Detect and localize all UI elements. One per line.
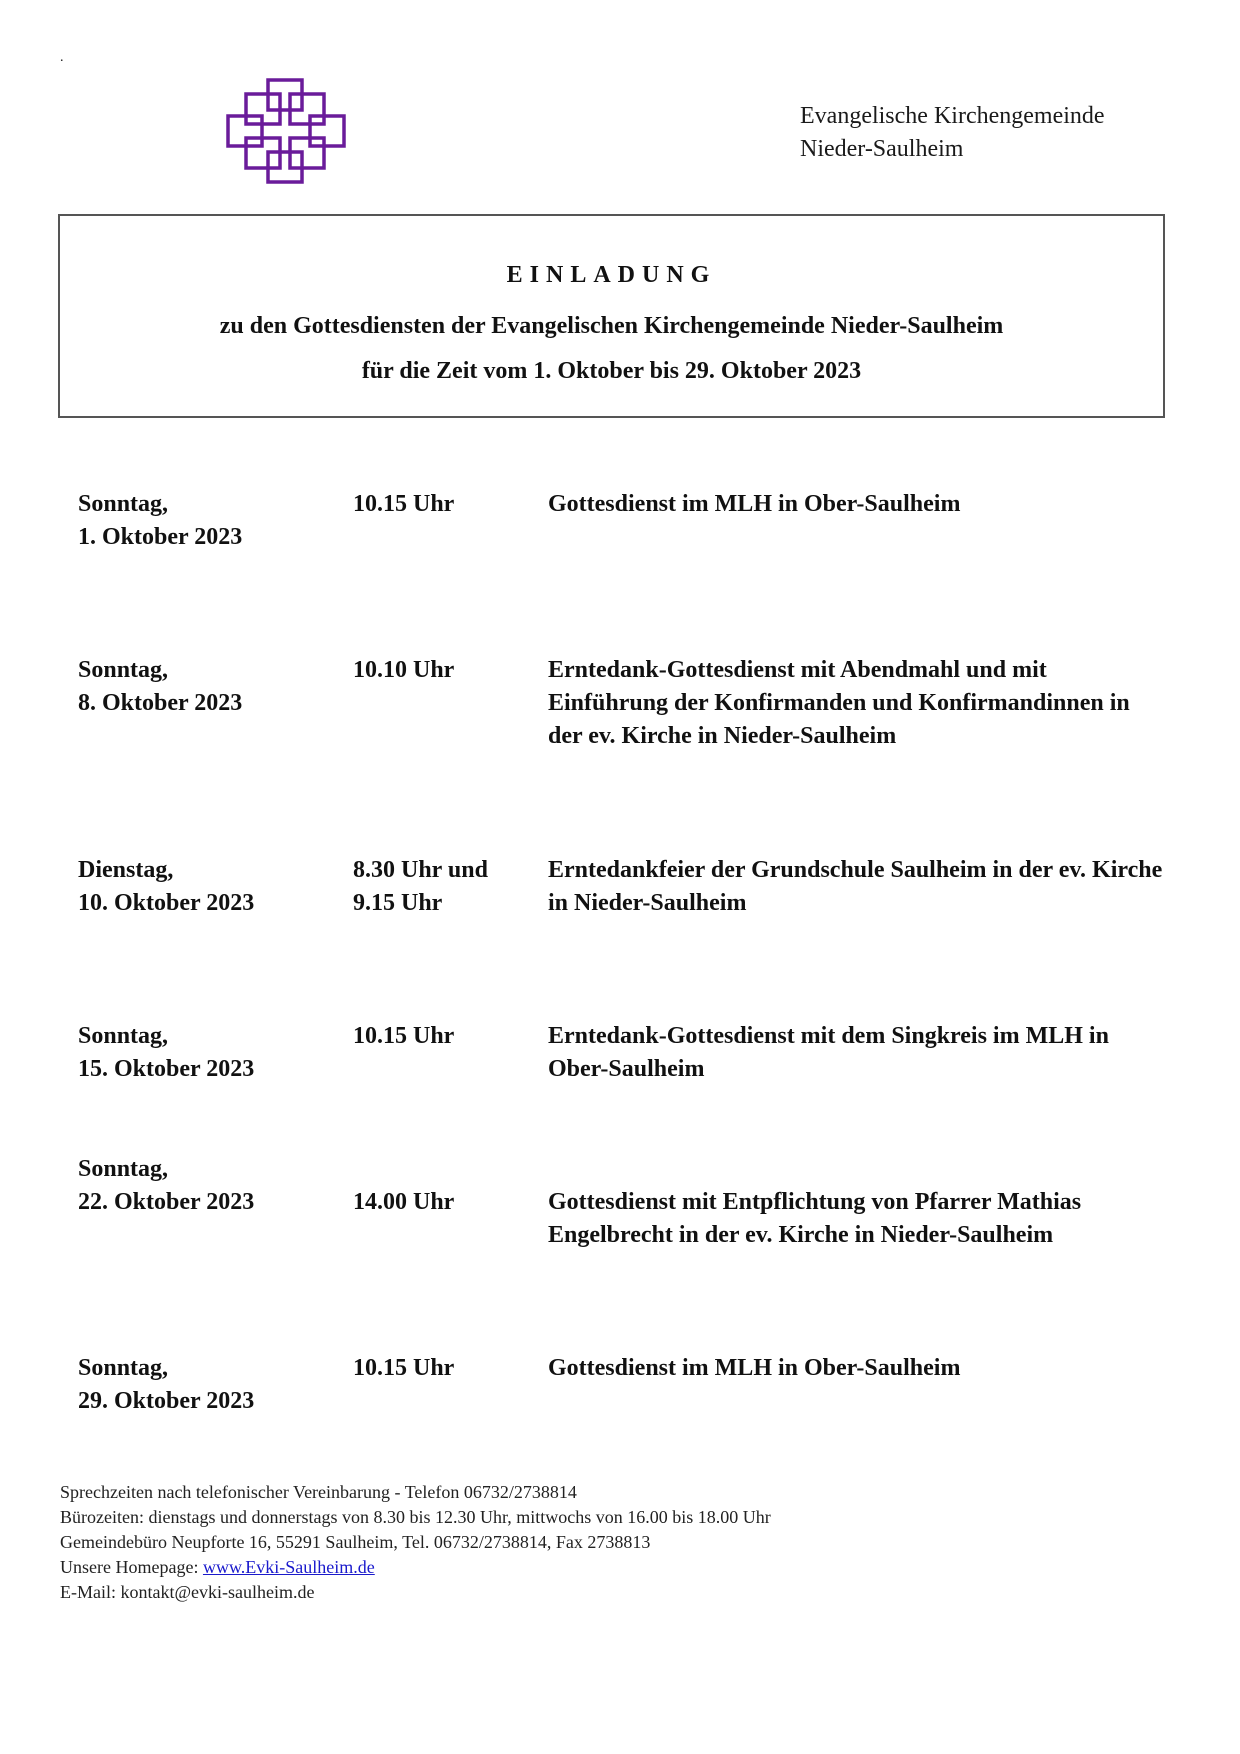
event-day: Sonntag, <box>78 657 169 683</box>
org-line-1: Evangelische Kirchengemeinde <box>800 103 1105 129</box>
event-description: Erntedank-Gottesdienst mit Abendmahl und mit Einführung der Konfirmanden und Konfirmandinnen in der ev. Kirche in Nieder-Saulheim <box>548 657 1130 749</box>
event-time: 10.10 Uhr <box>353 657 455 683</box>
footer-consultation-hours: Sprechzeiten nach telefonischer Vereinbarung - Telefon 06732/2738814 <box>60 1482 577 1502</box>
invitation-subtitle: zu den Gottesdiensten der Evangelischen Kirchengemeinde Nieder-Saulheim <box>219 313 1004 339</box>
event-time: 10.15 Uhr <box>353 1355 455 1381</box>
event-description: Gottesdienst im MLH in Ober-Saulheim <box>548 1355 961 1381</box>
event-description: Erntedankfeier der Grundschule Saulheim in der ev. Kirche in Nieder-Saulheim <box>548 857 1163 916</box>
homepage-link[interactable]: www.Evki-Saulheim.de <box>202 1557 375 1577</box>
event-time: 10.15 Uhr <box>353 491 455 517</box>
event-description: Gottesdienst mit Entpflichtung von Pfarrer Mathias Engelbrecht in der ev. Kirche in Nieder-Saulheim <box>548 1189 1082 1248</box>
invitation-box <box>58 214 1165 418</box>
event-day: Sonntag, <box>78 1355 169 1381</box>
church-cross-logo-icon <box>226 76 346 186</box>
footer-office-hours: Bürozeiten: dienstags und donnerstags von 8.30 bis 12.30 Uhr, mittwochs von 16.00 bis 18.00 Uhr <box>60 1507 771 1527</box>
event-date: 1. Oktober 2023 <box>78 524 243 550</box>
event-date: 29. Oktober 2023 <box>78 1388 255 1414</box>
event-day: Dienstag, <box>78 857 174 883</box>
stray-mark: . <box>60 50 64 65</box>
footer-address: Gemeindebüro Neupforte 16, 55291 Saulheim, Tel. 06732/2738814, Fax 2738813 <box>60 1532 651 1552</box>
event-time: 9.15 Uhr <box>353 890 443 916</box>
event-time: 14.00 Uhr <box>353 1189 455 1215</box>
event-day: Sonntag, <box>78 1023 169 1049</box>
event-date: 8. Oktober 2023 <box>78 690 243 716</box>
event-day: Sonntag, <box>78 491 169 517</box>
event-description: Gottesdienst im MLH in Ober-Saulheim <box>548 491 961 517</box>
homepage-label: Unsere Homepage: <box>60 1557 203 1577</box>
event-day: Sonntag, <box>78 1156 169 1182</box>
event-date: 15. Oktober 2023 <box>78 1056 255 1082</box>
organization-name <box>800 100 1105 166</box>
footer-email: E-Mail: kontakt@evki-saulheim.de <box>60 1582 315 1602</box>
footer-homepage <box>60 1555 771 1580</box>
event-description: Erntedank-Gottesdienst mit dem Singkreis im MLH in Ober-Saulheim <box>548 1023 1109 1082</box>
org-line-2: Nieder-Saulheim <box>800 136 964 162</box>
event-date: 10. Oktober 2023 <box>78 890 255 916</box>
invitation-title: EINLADUNG <box>506 262 717 288</box>
event-time: 10.15 Uhr <box>353 1023 455 1049</box>
event-date: 22. Oktober 2023 <box>78 1189 255 1215</box>
event-time: 8.30 Uhr und <box>353 857 488 883</box>
invitation-date-range: für die Zeit vom 1. Oktober bis 29. Oktober 2023 <box>361 358 862 384</box>
contact-footer <box>60 1480 771 1605</box>
